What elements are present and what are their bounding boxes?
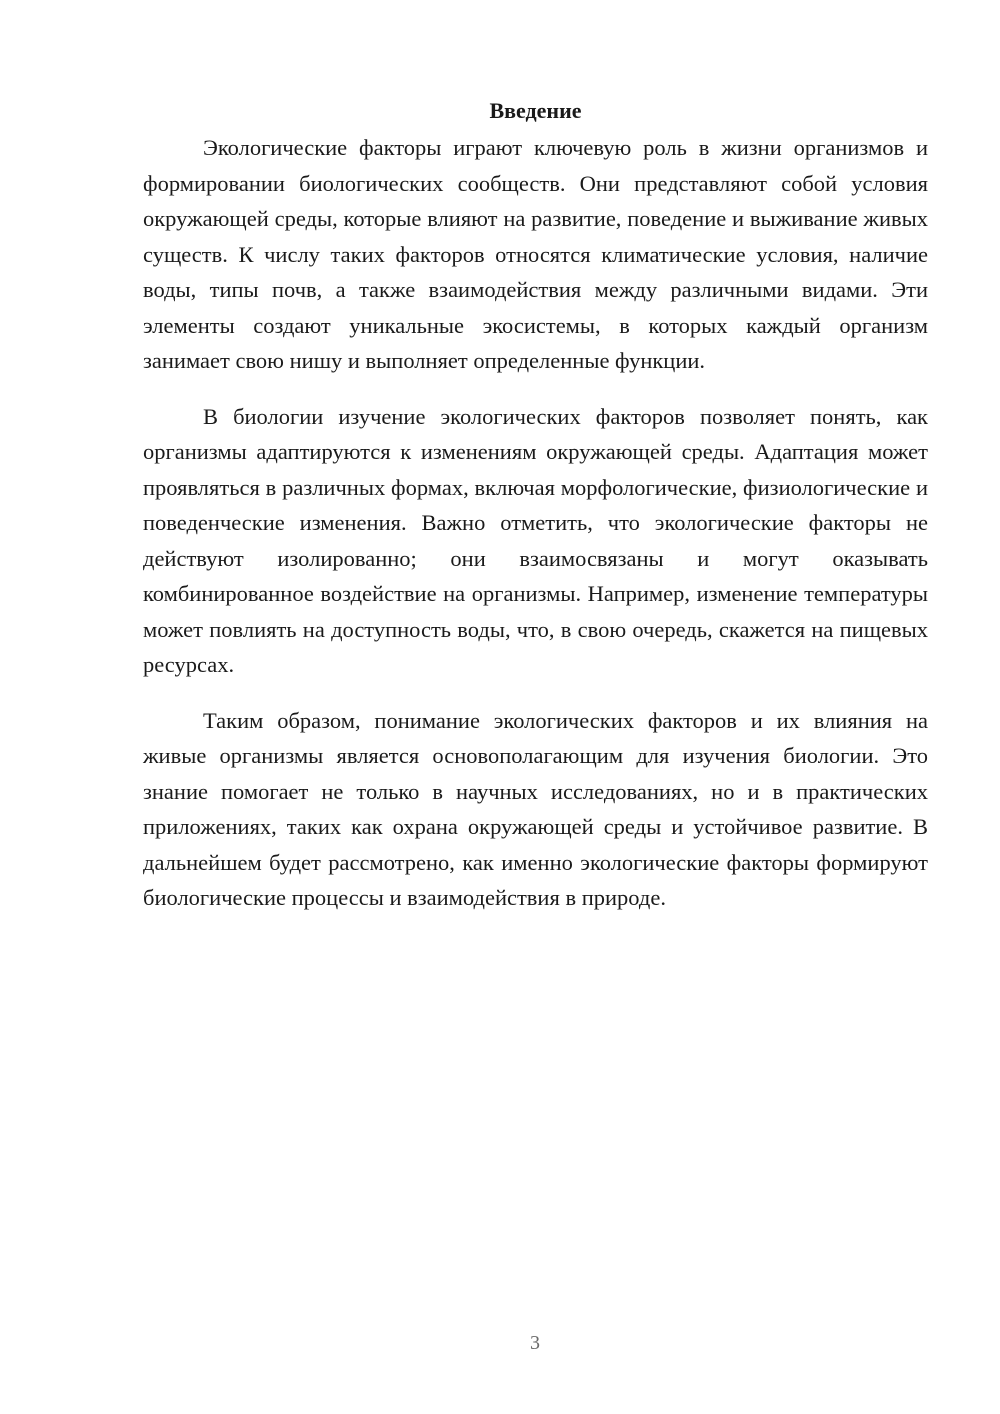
paragraph-3: Таким образом, понимание экологических факторов и их влияния на живые организмы является основополагающим для изучения биологии. Это знание помогает не только в научных исследованиях, но и в практических приложениях, таких как охрана окружающей среды и устойчивое развитие. В дальнейшем будет рассмотрено, как именно экологические факторы формируют биологические процессы и взаимодействия в природе. [143,707,928,910]
paragraph-1: Экологические факторы играют ключевую роль в жизни организмов и формировании биологических сообществ. Они представляют собой условия окружающей среды, которые влияют на развитие, поведение и выживание живых существ. К числу таких факторов относятся климатические условия, наличие воды, типы почв, а также взаимодействия между различными видами. Эти элементы создают уникальные экосистемы, в которых каждый организм занимает свою нишу и выполняет определенные функции. [143,135,928,373]
page-number: 3 [530,1332,540,1354]
page-body [143,96,928,916]
section-title: Введение [489,98,582,123]
paragraph-2: В биологии изучение экологических факторов позволяет понять, как организмы адаптируются к изменениям окружающей среды. Адаптация может проявляться в различных формах, включая морфологические, физиологические и поведенческие изменения. Важно отметить, что экологические факторы не действуют изолированно; они взаимосвязаны и могут оказывать комбинированное воздействие на организмы. Например, изменение температуры может повлиять на доступность воды, что, в свою очередь, скажется на пищевых ресурсах. [143,403,928,677]
